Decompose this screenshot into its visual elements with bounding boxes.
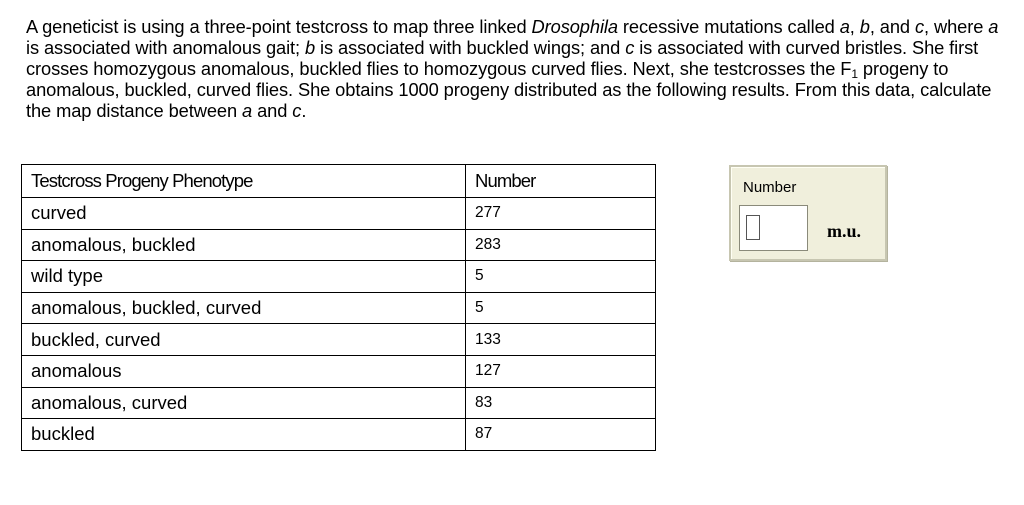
phenotype-cell: anomalous	[22, 355, 466, 387]
number-cell: 83	[466, 387, 656, 419]
answer-unit: m.u.	[827, 221, 862, 241]
question-segment: is associated with anomalous gait;	[26, 37, 305, 58]
table-row	[22, 229, 656, 261]
phenotype-cell: anomalous, buckled, curved	[22, 292, 466, 324]
question-segment: b	[305, 37, 316, 58]
question-segment: c	[914, 16, 925, 37]
phenotype-cell: anomalous, buckled	[22, 229, 466, 261]
header-number: Number	[466, 165, 656, 198]
table-row	[22, 198, 656, 230]
question-segment: a	[988, 16, 999, 37]
question-segment: ,	[849, 16, 860, 37]
table-header-row	[22, 165, 656, 198]
question-segment: is associated with buckled wings; and	[315, 37, 626, 58]
phenotype-cell: curved	[22, 198, 466, 230]
question-segment: A geneticist is using a three-point testcross to map three linked	[26, 16, 532, 37]
number-cell: 5	[466, 261, 656, 293]
question-segment: Drosophila	[531, 16, 618, 37]
question-segment: a	[839, 16, 850, 37]
question-segment: recessive mutations called	[617, 16, 840, 37]
number-cell: 5	[466, 292, 656, 324]
phenotype-cell: buckled	[22, 419, 466, 451]
answer-input[interactable]	[739, 205, 808, 251]
phenotype-cell: buckled, curved	[22, 324, 466, 356]
question-segment: a	[242, 100, 253, 121]
question-segment: and	[252, 100, 293, 121]
phenotype-cell: wild type	[22, 261, 466, 293]
text-cursor-icon	[746, 215, 760, 240]
question-segment: , where	[924, 16, 989, 37]
question-segment: b	[859, 16, 870, 37]
answer-panel	[729, 165, 887, 261]
table-row	[22, 355, 656, 387]
number-cell: 133	[466, 324, 656, 356]
answer-label: Number	[743, 179, 797, 196]
table-row	[22, 419, 656, 451]
question-segment: 1	[851, 67, 858, 81]
table-row	[22, 261, 656, 293]
question-text	[26, 16, 1001, 121]
question-segment: c	[292, 100, 302, 121]
question-segment: , and	[869, 16, 915, 37]
number-cell: 127	[466, 355, 656, 387]
phenotype-cell: anomalous, curved	[22, 387, 466, 419]
number-cell: 87	[466, 419, 656, 451]
table-row	[22, 387, 656, 419]
question-segment: .	[301, 100, 307, 121]
table-row	[22, 292, 656, 324]
progeny-table	[21, 164, 656, 451]
header-phenotype: Testcross Progeny Phenotype	[22, 165, 466, 198]
table-row	[22, 324, 656, 356]
number-cell: 283	[466, 229, 656, 261]
number-cell: 277	[466, 198, 656, 230]
table-body	[22, 198, 656, 451]
question-segment: is associated with curved bristles. She first crosses homozygous anomalous, buckled flies to homozygous curved flies. Next, she testcrosses the F	[26, 37, 979, 79]
question-segment: c	[625, 37, 635, 58]
question-segment: progeny to anomalous, buckled, curved flies. She obtains 1000 progeny distributed as the following results. From this data, calculate the map distance between	[26, 58, 992, 121]
